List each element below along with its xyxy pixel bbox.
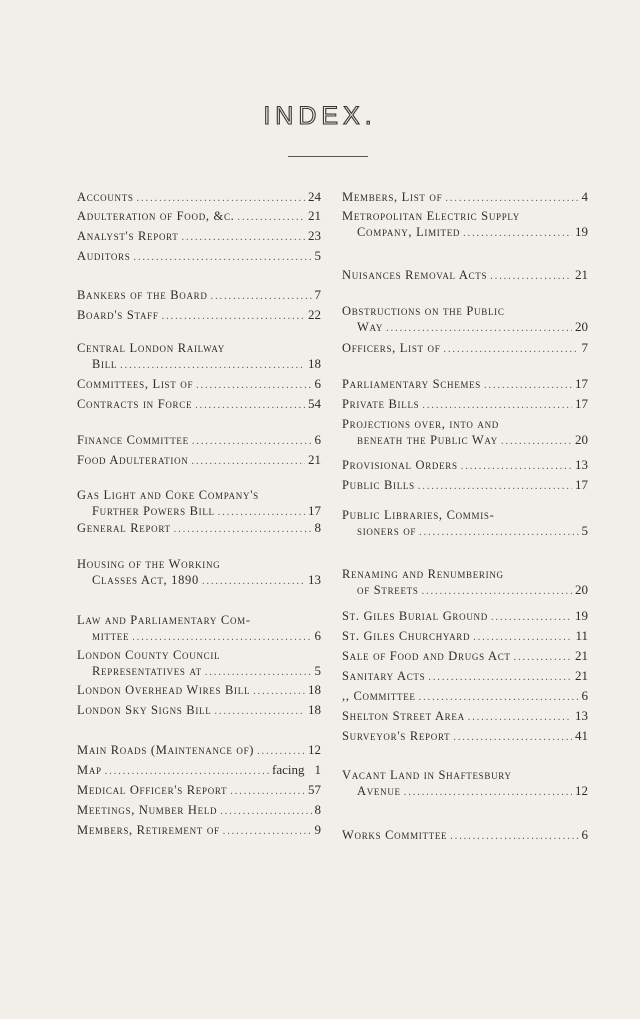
page-title: INDEX. [263,102,377,130]
index-entry-page: 6 [581,827,588,842]
index-entry-page: 6 [314,376,321,391]
index-entry [342,708,588,726]
dot-leader [174,522,312,538]
index-entry [342,340,588,358]
dot-leader [419,690,579,706]
dot-leader [422,398,572,414]
index-entry-text: Housing of the Working [77,557,221,571]
index-entry-text: Officers, List of [342,341,441,355]
index-entry-text: Bill [92,357,118,371]
index-entry-text: St. Giles Burial Ground [342,609,488,623]
index-entry [342,566,588,600]
index-entry-text: Central London Railway [77,341,225,355]
title-divider [288,156,368,157]
index-entry [77,520,321,538]
dot-leader [484,378,572,394]
index-entry-page: 21 [575,267,588,282]
index-entry [342,189,588,207]
index-entry [342,728,588,746]
dot-leader [196,378,311,394]
dot-leader [220,804,311,820]
index-entry-page: 21 [308,452,321,467]
index-entry-text: Obstructions on the Public [342,304,505,318]
index-entry [342,648,588,666]
index-entry-text: sioners of [357,524,417,538]
index-entry [77,822,321,840]
dot-leader [386,321,572,337]
index-entry-page: 7 [314,287,321,302]
index-entry-text: Members, List of [342,190,443,204]
index-entry-page: 18 [308,356,321,371]
index-entry-text: Adulteration of Food, &c. [77,209,235,223]
index-entry [77,612,321,646]
dot-leader [445,191,578,207]
index-entry [342,457,588,475]
index-entry [77,307,321,325]
dot-leader [453,730,572,746]
index-entry-text: General Report [77,521,171,535]
index-entry [342,376,588,394]
index-entry [342,208,588,242]
index-entry-note: facing [272,762,305,777]
dot-leader [223,824,312,840]
index-entry-page: 22 [308,307,321,322]
index-entry [77,682,321,700]
dot-leader [162,309,305,325]
dot-leader [214,704,305,720]
dot-leader [133,250,311,266]
index-entry [77,228,321,246]
index-entry-text: Gas Light and Coke Company's [77,488,259,502]
index-entry-text: Representatives at [92,664,202,678]
index-entry-text: Nuisances Removal Acts [342,268,488,282]
index-entry-page: 23 [308,228,321,243]
index-entry-text: Renaming and Renumbering [342,567,504,581]
dot-leader [501,434,572,450]
index-entry-text: of Streets [357,583,419,597]
index-entry-page: 18 [308,682,321,697]
dot-leader [182,230,305,246]
index-entry-page: 19 [575,608,588,623]
index-entry-page: 13 [575,708,588,723]
index-entry-page: 9 [314,822,321,837]
index-entry-text: Medical Officer's Report [77,783,228,797]
index-entry [77,340,321,374]
index-entry-text: Bankers of the Board [77,288,208,302]
dot-leader [461,459,572,475]
index-entry-page: 19 [575,224,588,239]
index-entry [342,827,588,845]
dot-leader [202,574,305,590]
index-entry-text: Analyst's Report [77,229,179,243]
index-entry-text: Surveyor's Report [342,729,451,743]
index-entry-text: Way [357,320,384,334]
index-entry [342,416,588,450]
index-entry [342,303,588,337]
index-entry-text: Main Roads (Maintenance of) [77,743,255,757]
dot-leader [132,630,311,646]
index-entry-page: 7 [581,340,588,355]
index-entry [342,396,588,414]
index-entry-page: 8 [314,520,321,535]
dot-leader [205,665,312,681]
index-entry-text: London Overhead Wires Bill [77,683,251,697]
index-entry [77,742,321,760]
dot-leader [418,479,572,495]
index-entry-page: 18 [308,702,321,717]
dot-leader [105,764,269,780]
index-entry-page: 5 [581,523,588,538]
index-entry [77,432,321,450]
index-entry-page: 5 [314,663,321,678]
index-entry-page: 6 [314,628,321,643]
dot-leader [253,684,305,700]
index-entry [77,782,321,800]
index-entry-text: Public Bills [342,478,415,492]
index-entry [77,647,321,681]
dot-leader [192,434,312,450]
index-entry-page: 21 [575,648,588,663]
index-entry-text: Company, Limited [357,225,461,239]
index-entry-page: 1 [314,762,321,777]
index-entry-text: Parliamentary Schemes [342,377,482,391]
index-entry-text: Sale of Food and Drugs Act [342,649,511,663]
index-entry-page: 17 [575,477,588,492]
index-entry-page: 20 [575,319,588,334]
index-entry-text: Food Adulteration [77,453,189,467]
index-entry-text: Private Bills [342,397,420,411]
index-entry-text: Finance Committee [77,433,189,447]
dot-leader [137,191,305,207]
index-entry-text: beneath the Public Way [357,433,498,447]
index-entry [77,452,321,470]
index-entry-text: Public Libraries, Commis- [342,508,495,522]
index-entry-page: 8 [314,802,321,817]
index-entry-text: mittee [92,629,130,643]
index-entry [77,702,321,720]
index-entry-text: Sanitary Acts [342,669,426,683]
index-entry [342,477,588,495]
index-entry-page: 13 [575,457,588,472]
index-entry [77,189,321,207]
dot-leader [443,342,578,358]
index-entry-text: Works Committee [342,828,448,842]
index-entry-page: 24 [308,189,321,204]
index-entry [77,248,321,266]
index-entry-page: 41 [575,728,588,743]
dot-leader [463,226,572,242]
index-entry [342,688,588,706]
index-entry [342,608,588,626]
index-entry-page: 57 [308,782,321,797]
index-entry-text: Law and Parliamentary Com- [77,613,251,627]
index-entry [77,762,321,780]
index-entry-page: 20 [575,432,588,447]
index-entry-text: Avenue [357,784,401,798]
index-entry-text: Board's Staff [77,308,159,322]
index-entry-text: Further Powers Bill [92,504,215,518]
dot-leader [238,210,306,226]
dot-leader [191,454,305,470]
index-entry-page: 13 [308,572,321,587]
dot-leader [419,525,578,541]
index-entry-page: 17 [308,503,321,518]
dot-leader [490,269,572,285]
index-entry [342,267,588,285]
index-entry-text: ,, Committee [342,689,416,703]
index-entry-text: Map [77,763,102,777]
dot-leader [120,358,305,374]
index-entry-text: Contracts in Force [77,397,193,411]
index-entry [77,376,321,394]
dot-leader [230,784,305,800]
dot-leader [514,650,572,666]
index-entry-text: Committees, List of [77,377,194,391]
index-entry [77,208,321,226]
index-entry-page: 12 [308,742,321,757]
index-entry-text: Metropolitan Electric Supply [342,209,520,223]
index-entry-page: 21 [308,208,321,223]
index-entry [77,287,321,305]
index-entry [342,628,588,646]
index-entry-text: St. Giles Churchyard [342,629,471,643]
index-entry-page: 6 [581,688,588,703]
index-entry-text: Accounts [77,190,134,204]
index-entry-text: Provisional Orders [342,458,458,472]
dot-leader [195,398,305,414]
index-entry [342,767,588,801]
index-entry-page: 5 [314,248,321,263]
index-entry [77,802,321,820]
index-entry-text: London County Council [77,648,221,662]
index-entry [77,487,321,521]
index-entry-page: 6 [314,432,321,447]
dot-leader [404,785,572,801]
dot-leader [450,829,578,845]
index-entry-page: 12 [575,783,588,798]
dot-leader [491,610,572,626]
index-entry-text: Auditors [77,249,131,263]
index-entry-text: Vacant Land in Shaftesbury [342,768,512,782]
dot-leader [218,505,305,521]
index-entry-text: Projections over, into and [342,417,499,431]
index-entry-page: 4 [581,189,588,204]
dot-leader [257,744,305,760]
dot-leader [428,670,572,686]
index-entry [77,556,321,590]
index-entry-page: 54 [308,396,321,411]
index-entry-text: Classes Act, 1890 [92,573,199,587]
index-entry-text: Shelton Street Area [342,709,465,723]
index-entry [342,668,588,686]
index-entry [77,396,321,414]
index-entry-text: London Sky Signs Bill [77,703,212,717]
index-entry-page: 17 [575,396,588,411]
index-entry-page: 11 [575,628,588,643]
index-entry-text: Members, Retirement of [77,823,220,837]
index-entry-page: 17 [575,376,588,391]
dot-leader [468,710,572,726]
index-entry-text: Meetings, Number Held [77,803,218,817]
dot-leader [473,630,572,646]
index-entry-page: 21 [575,668,588,683]
dot-leader [422,584,572,600]
dot-leader [211,289,312,305]
index-entry-page: 20 [575,582,588,597]
index-entry [342,507,588,541]
